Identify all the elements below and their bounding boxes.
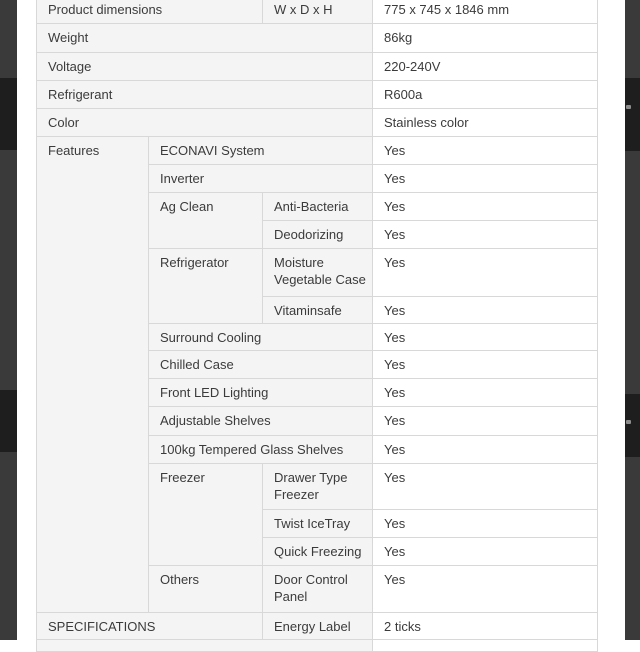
spec-label-cell: Others <box>149 566 263 613</box>
spec-label-cell: Anti-Bacteria <box>263 193 373 221</box>
table-row <box>37 109 598 137</box>
spec-label-cell: Refrigerator <box>149 249 263 324</box>
spec-value-cell: Stainless color <box>373 109 598 137</box>
spec-label-cell: SPECIFICATIONS <box>37 613 263 640</box>
right-edge-dark-block-bottom <box>625 394 640 457</box>
spec-value-cell: 775 x 745 x 1846 mm <box>373 0 598 24</box>
spec-label-cell: Quick Freezing <box>263 538 373 566</box>
spec-label-cell: W x D x H <box>263 0 373 24</box>
spec-label-cell: Energy Label <box>263 613 373 640</box>
spec-value-cell: Yes <box>373 193 598 221</box>
spec-value-cell: Yes <box>373 165 598 193</box>
left-edge-dark-block-bottom <box>0 390 17 452</box>
spec-label-cell: Moisture Vegetable Case <box>263 249 373 297</box>
spec-label-cell: Features <box>37 137 149 613</box>
spec-label-cell: Voltage <box>37 53 373 81</box>
spec-label-cell: Twist IceTray <box>263 510 373 538</box>
right-edge-dark-block-top <box>625 78 640 151</box>
spec-label-cell: Color <box>37 109 373 137</box>
spec-value-cell: Yes <box>373 297 598 324</box>
table-row <box>37 24 598 53</box>
left-edge-dark-block-top <box>0 78 17 150</box>
spec-value-cell: R600a <box>373 81 598 109</box>
spec-value-cell: Yes <box>373 324 598 351</box>
right-page-edge-strip <box>625 0 640 640</box>
spec-value-cell: 220-240V <box>373 53 598 81</box>
spec-label-cell: Adjustable Shelves <box>149 407 373 436</box>
spec-label-cell: Refrigerant <box>37 81 373 109</box>
spec-value-cell: Yes <box>373 137 598 165</box>
table-row <box>37 53 598 81</box>
spec-value-cell: Yes <box>373 510 598 538</box>
right-edge-dot-top <box>626 105 631 109</box>
spec-label-cell <box>37 640 373 652</box>
spec-label-cell: Weight <box>37 24 373 53</box>
spec-label-cell: Surround Cooling <box>149 324 373 351</box>
spec-value-cell: Yes <box>373 407 598 436</box>
spec-label-cell: Ag Clean <box>149 193 263 249</box>
spec-label-cell: 100kg Tempered Glass Shelves <box>149 436 373 464</box>
specifications-table <box>36 0 598 652</box>
table-row <box>37 81 598 109</box>
table-row <box>37 137 598 165</box>
left-page-edge-strip <box>0 0 17 640</box>
spec-label-cell: Product dimensions <box>37 0 263 24</box>
table-row <box>37 613 598 640</box>
spec-label-cell: Drawer Type Freezer <box>263 464 373 510</box>
spec-label-cell: Front LED Lighting <box>149 379 373 407</box>
table-row <box>37 640 598 652</box>
spec-value-cell: Yes <box>373 538 598 566</box>
spec-value-cell: Yes <box>373 566 598 613</box>
spec-value-cell <box>373 640 598 652</box>
spec-value-cell: Yes <box>373 221 598 249</box>
spec-label-cell: Deodorizing <box>263 221 373 249</box>
spec-value-cell: Yes <box>373 249 598 297</box>
right-edge-dot-bottom <box>626 420 631 424</box>
specifications-table-container <box>36 0 597 652</box>
spec-label-cell: ECONAVI System <box>149 137 373 165</box>
spec-table-body <box>37 0 598 652</box>
spec-value-cell: 2 ticks <box>373 613 598 640</box>
spec-label-cell: Chilled Case <box>149 351 373 379</box>
spec-value-cell: Yes <box>373 436 598 464</box>
spec-label-cell: Vitaminsafe <box>263 297 373 324</box>
spec-value-cell: 86kg <box>373 24 598 53</box>
spec-label-cell: Freezer <box>149 464 263 566</box>
spec-value-cell: Yes <box>373 379 598 407</box>
spec-value-cell: Yes <box>373 464 598 510</box>
spec-label-cell: Inverter <box>149 165 373 193</box>
spec-value-cell: Yes <box>373 351 598 379</box>
table-row <box>37 0 598 24</box>
spec-label-cell: Door Control Panel <box>263 566 373 613</box>
